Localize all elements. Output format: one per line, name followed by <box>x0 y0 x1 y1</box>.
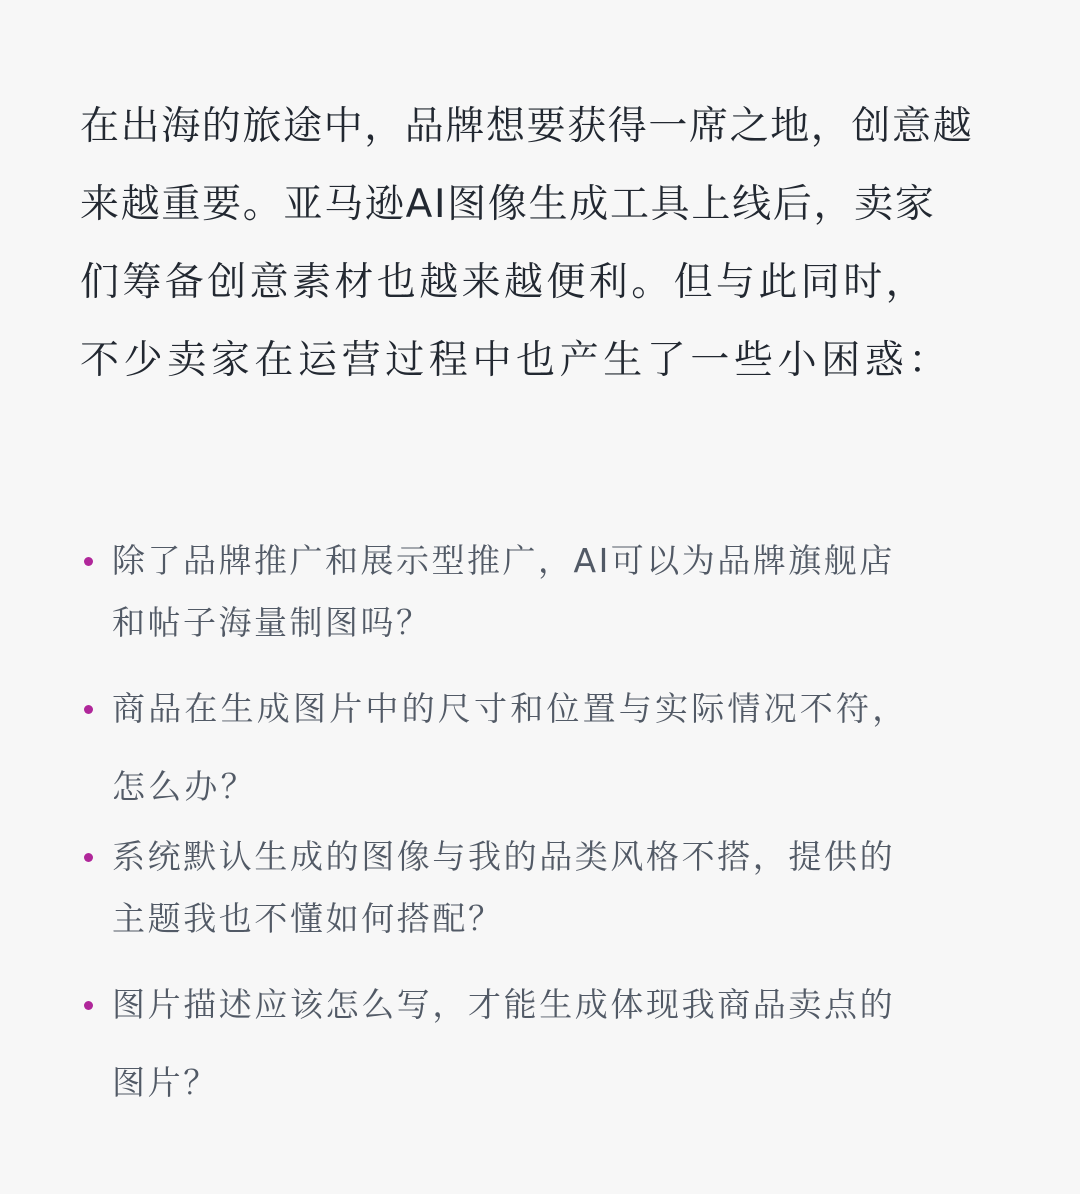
intro-paragraph <box>80 88 1000 400</box>
question-1-line-2: 和帖子海量制图吗？ <box>112 603 432 642</box>
bullet-dot-icon <box>84 1001 93 1010</box>
intro-line-3: 们筹备创意素材也越来越便利。但与此同时， <box>80 260 929 305</box>
question-list <box>80 530 1000 1122</box>
question-3-line-1: 系统默认生成的图像与我的品类风格不搭，提供的 <box>112 837 896 876</box>
question-item-1 <box>80 530 1000 654</box>
intro-line-2: 来越重要。亚马逊AI图像生成工具上线后，卖家 <box>80 182 936 227</box>
question-2-line-1: 商品在生成图片中的尺寸和位置与实际情况不符， <box>112 689 909 728</box>
question-2-line-2: 怎么办？ <box>112 767 257 806</box>
question-item-3 <box>80 826 1000 950</box>
question-1-line-1: 除了品牌推广和展示型推广，AI可以为品牌旗舰店 <box>112 541 895 580</box>
intro-line-1: 在出海的旅途中，品牌想要获得一席之地，创意越 <box>80 104 974 149</box>
bullet-dot-icon <box>84 705 93 714</box>
question-item-2 <box>80 670 1000 826</box>
bullet-dot-icon <box>84 853 93 862</box>
intro-line-4: 不少卖家在运营过程中也产生了一些小困惑： <box>80 338 953 383</box>
question-item-4 <box>80 966 1000 1122</box>
question-4-line-1: 图片描述应该怎么写，才能生成体现我商品卖点的 <box>112 985 896 1024</box>
question-4-line-2: 图片？ <box>112 1063 219 1102</box>
bullet-dot-icon <box>84 557 93 566</box>
question-3-line-2: 主题我也不懂如何搭配？ <box>112 899 504 938</box>
